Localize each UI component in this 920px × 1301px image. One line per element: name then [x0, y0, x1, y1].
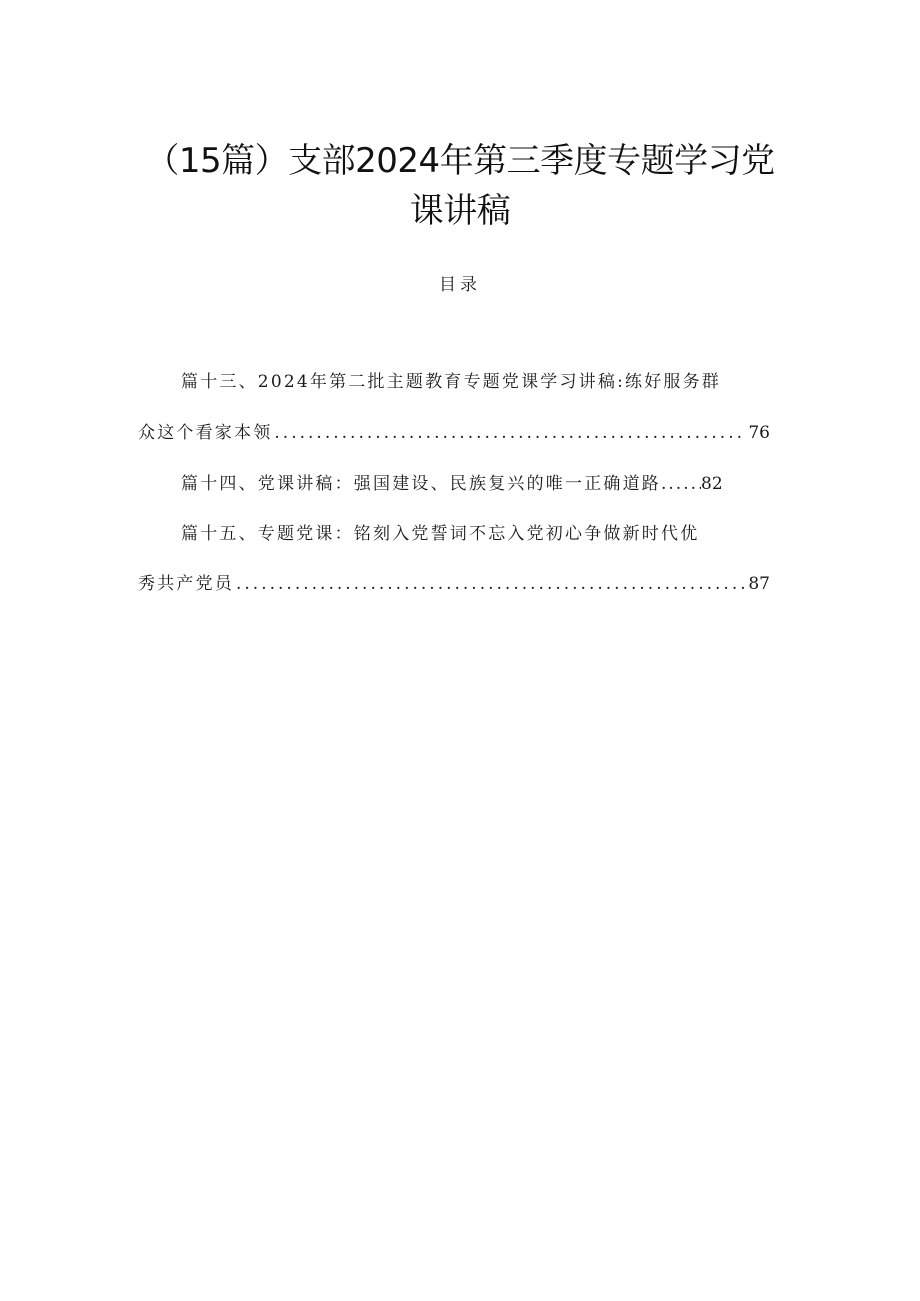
toc-entry-text: 秀共产党员 — [138, 574, 234, 594]
toc-entry-14[interactable] — [181, 472, 741, 496]
toc-entry-13-line-1[interactable] — [181, 370, 721, 394]
title-line-1: （15篇）支部2024年第三季度专题学习党 — [145, 141, 775, 181]
document-title — [130, 136, 790, 236]
toc-entry-text: 众这个看家本领 — [138, 423, 273, 443]
dot-leader — [661, 472, 701, 496]
dot-leader — [274, 421, 746, 445]
toc-page-number: 76 — [748, 423, 770, 443]
toc-page-number: 87 — [748, 574, 770, 594]
toc-entry-text: 篇十三、2024年第二批主题教育专题党课学习讲稿:练好服务群 — [181, 372, 721, 392]
dot-leader — [236, 572, 746, 596]
toc-entry-15-line-1[interactable] — [181, 522, 699, 546]
toc-entry-text: 篇十四、党课讲稿：强国建设、民族复兴的唯一正确道路 — [181, 474, 661, 494]
title-line-2: 课讲稿 — [409, 191, 511, 231]
toc-heading: 目录 — [439, 275, 481, 295]
toc-entry-13-line-2[interactable] — [138, 421, 770, 445]
toc-page-number: 82 — [701, 474, 723, 494]
toc-entry-15-line-2[interactable] — [138, 572, 770, 596]
toc-entry-text: 篇十五、专题党课：铭刻入党誓词不忘入党初心争做新时代优 — [181, 524, 700, 544]
